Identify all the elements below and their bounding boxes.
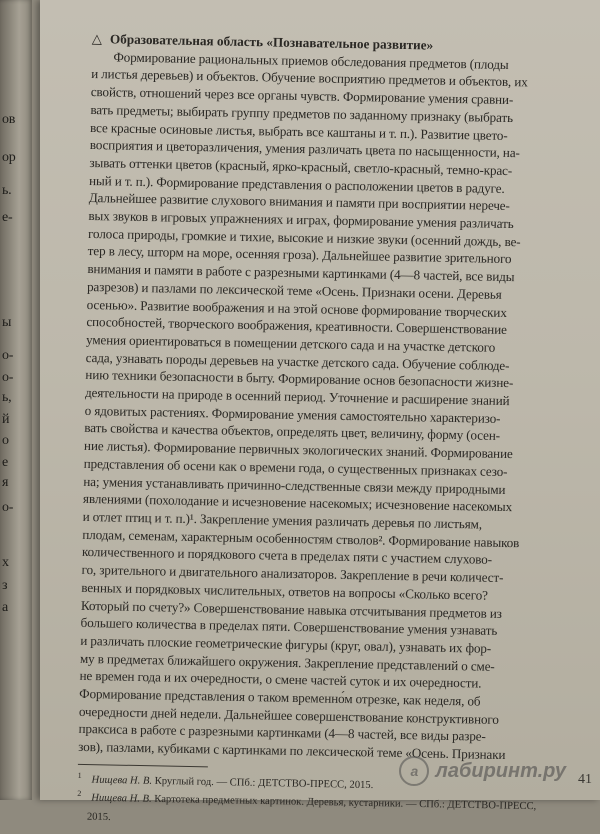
text-line: Который по счету?» Совершенствование навыка отсчитывания предметов из: [81, 596, 600, 624]
footnote-text: Картотека предметных картинок. Деревья, кустарники. — СПб.: ДЕТСТВО-ПРЕСС,: [152, 794, 537, 812]
page-content: [77, 30, 600, 834]
text-line: вать предметы; выбирать группу предметов по заданному признаку (выбрать: [90, 101, 600, 129]
adjacent-page-edge: [0, 0, 32, 800]
text-line: большего количества в пределах пяти. Совершенствование умения узнавать: [80, 614, 600, 642]
text-line: на; умения устанавливать причинно-следственные связи между природными: [83, 472, 600, 500]
text-line: количественного и порядкового счета в пределах пяти с участием слухово-: [82, 543, 600, 571]
text-line: о ядовитых растениях. Формирование умения самостоятельно характеризо-: [85, 402, 600, 430]
margin-fragment: ы: [2, 315, 11, 331]
text-line: восприятия и цветоразличения, умения различать цвета по насыщенности, на-: [90, 136, 600, 164]
margin-fragment: з: [2, 578, 7, 594]
text-line: сада, узнавать породы деревьев на участке детского сада. Обучение соблюде-: [86, 349, 600, 377]
margin-fragment: я: [2, 475, 8, 491]
margin-fragment: ор: [2, 150, 16, 166]
text-line: тер в лесу, шторм на море, осенняя гроза). Дальнейшее развитие зрительного: [88, 242, 600, 270]
text-line: умения ориентироваться в помещении детского сада и на участке детского: [86, 331, 600, 359]
text-line: Дальнейшее развитие слухового внимания и памяти при восприятии нерече-: [89, 189, 600, 217]
section-title: Образовательная область «Познавательное развитие»: [110, 30, 434, 54]
page-number: 41: [578, 772, 592, 788]
margin-fragment: ь,: [2, 390, 12, 406]
text-line: вых звуков в игровых упражнениях и играх, формирование умения различать: [88, 207, 600, 235]
text-line: осенью». Развитие воображения и на этой основе формирование творческих: [87, 295, 600, 323]
margin-fragment: е-: [2, 210, 12, 226]
margin-fragment: а: [2, 600, 8, 616]
text-line: не времен года и их очередности, о смене частей суток и их очередности.: [79, 667, 599, 695]
text-line: зывать оттенки цветов (красный, ярко-красный, светло-красный, темно-крас-: [89, 154, 600, 182]
text-line: и различать плоские геометрические фигуры (круг, овал), узнавать их фор-: [80, 632, 600, 660]
text-line: внимания и памяти в работе с разрезными картинками (4—8 частей, все виды: [87, 260, 600, 288]
text-line: зов), пазлами, кубиками с картинками по лексической теме «Осень. Признаки: [78, 738, 598, 766]
text-line: праксиса в работе с разрезными картинками (4—8 частей, все виды разре-: [78, 720, 598, 748]
book-page: [40, 0, 600, 800]
margin-fragment: х: [2, 555, 9, 571]
margin-fragment: о-: [2, 370, 13, 386]
text-line: му в предметах ближайшего окружения. Закрепление представлений о сме-: [80, 649, 600, 677]
margin-fragment: е: [2, 455, 8, 471]
footnote-text: Круглый год. — СПб.: ДЕТСТВО-ПРЕСС, 2015.: [152, 776, 373, 791]
footnote-divider: [78, 764, 208, 767]
footnote-text: 2015.: [87, 811, 111, 822]
text-line: разрезов) и пазлами по лексической теме «Осень. Признаки осени. Деревья: [87, 278, 600, 306]
text-line: свойств, отношений через все органы чувств. Формирование умения сравни-: [91, 83, 600, 111]
text-line: ный и т. п.). Формирование представления о расположении цветов в радуге.: [89, 172, 600, 200]
text-line: вать свойства и качества объектов, определять цвет, величину, форму (осен-: [84, 419, 600, 447]
body-text: [78, 48, 600, 766]
triangle-icon: △: [92, 30, 102, 48]
footnote-author: Нищева Н. В.: [91, 774, 152, 786]
margin-fragment: о: [2, 433, 9, 449]
watermark: [399, 756, 566, 786]
footnote-number: 1: [78, 771, 82, 780]
text-line: нию техники безопасности в быту. Формирование основ безопасности жизне-: [85, 366, 600, 394]
text-line: и отлет птиц и т. п.)¹. Закрепление умения различать деревья по листьям,: [82, 508, 600, 536]
text-line: ние листья). Формирование первичных экологических знаний. Формирование: [84, 437, 600, 465]
margin-fragment: й: [2, 412, 9, 428]
text-line: и листья деревьев) и объектов. Обучение восприятию предметов и объектов, их: [91, 65, 600, 93]
text-line: все красные осиновые листья, выбрать все каштаны и т. п.). Развитие цвето-: [90, 118, 600, 146]
labirint-logo-icon: a: [399, 756, 429, 786]
footnote-number: 2: [77, 789, 81, 798]
text-line: способностей, творческого воображения, креативности. Совершенствование: [86, 313, 600, 341]
footnote-author: Нищева Н. В.: [91, 793, 152, 805]
text-line: Формирование представления о таком временно́м отрезке, как неделя, об: [79, 685, 599, 713]
text-line: деятельности на природе в осенний период. Уточнение и расширение знаний: [85, 384, 600, 412]
margin-fragment: о-: [2, 348, 13, 364]
margin-fragment: ов: [2, 112, 15, 128]
text-line: очередности дней недели. Дальнейшее совершенствование конструктивного: [79, 703, 599, 731]
text-line: Формирование рациональных приемов обследования предметов (плоды: [91, 48, 600, 76]
text-line: голоса природы, громкие и тихие, высокие и низкие звуки (осенний дождь, ве-: [88, 225, 600, 253]
margin-fragment: о-: [2, 500, 13, 516]
watermark-text: лабиринт.ру: [435, 760, 566, 783]
margin-fragment: ь.: [2, 183, 12, 199]
text-line: плодам, семенам, характерным особенностям стволов². Формирование навыков: [82, 526, 600, 554]
text-line: представления об осени как о времени года, о существенных признаках сезо-: [84, 455, 600, 483]
text-line: венных и порядковых числительных, ответов на вопросы «Сколько всего?: [81, 579, 600, 607]
text-line: го, зрительного и двигательного анализаторов. Закрепление в речи количест-: [81, 561, 600, 589]
text-line: явлениями (похолодание и исчезновение насекомых; исчезновение насекомых: [83, 490, 600, 518]
